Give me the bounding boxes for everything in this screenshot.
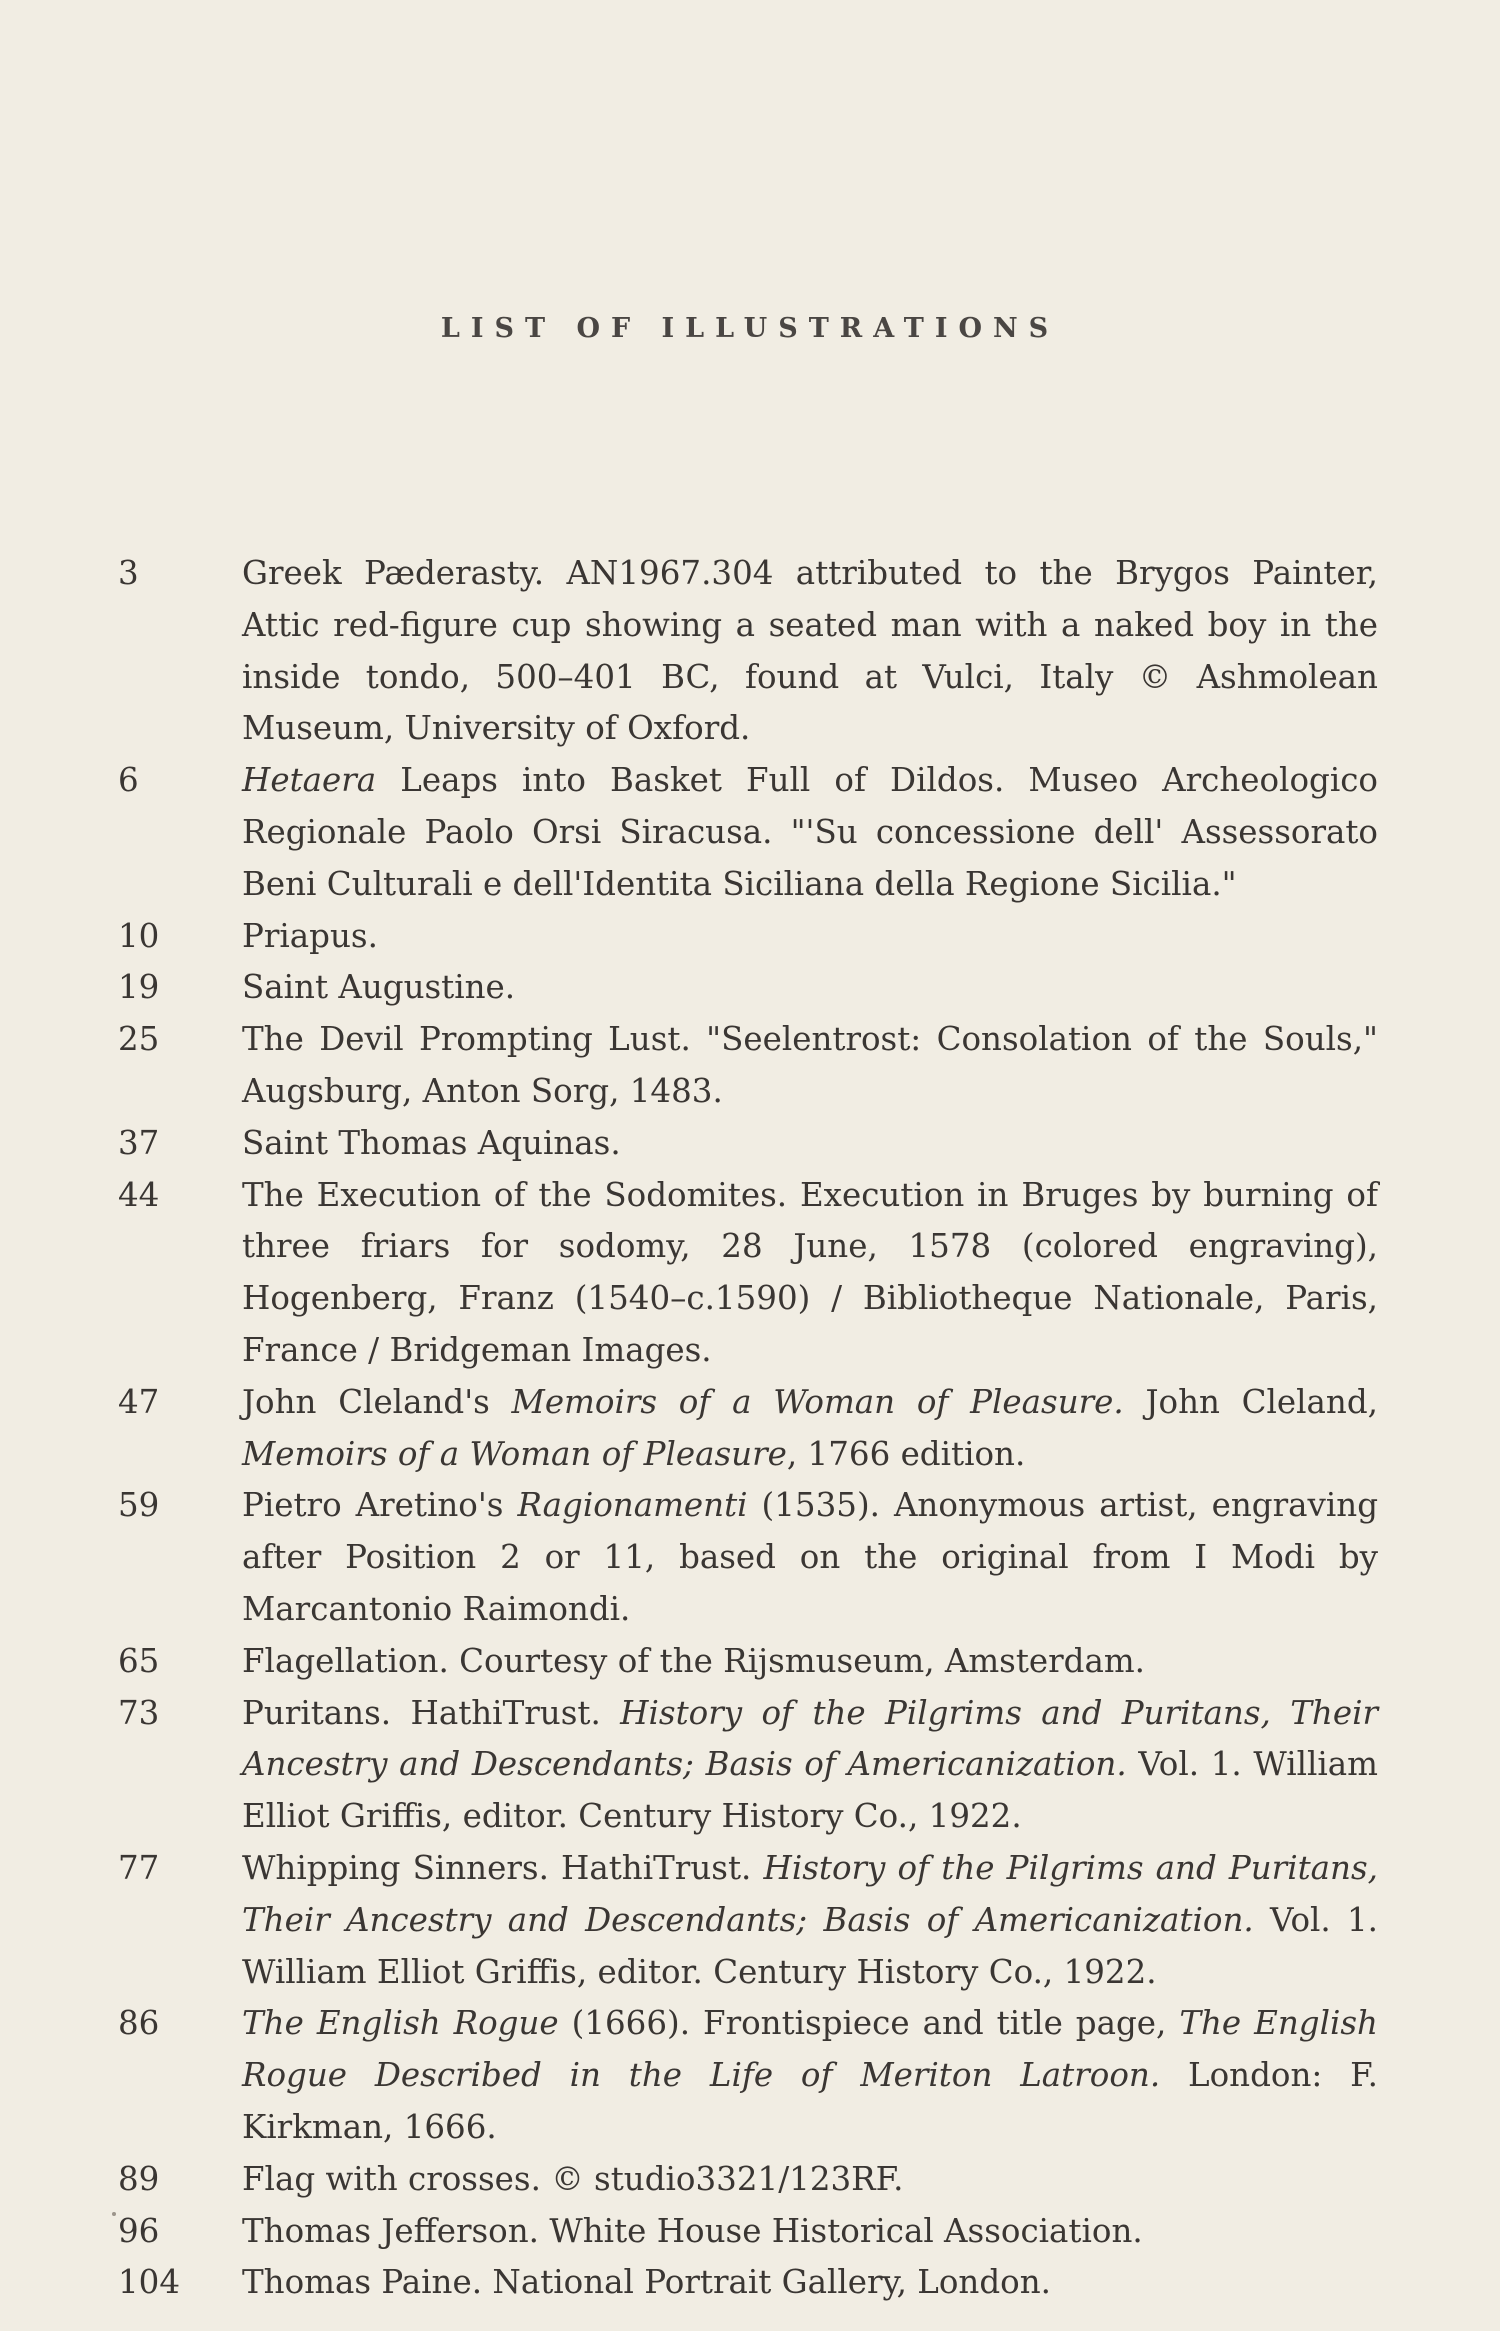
illustrations-list	[118, 548, 1378, 2309]
page-number: 65	[118, 1641, 160, 1680]
list-item	[118, 548, 1378, 755]
page-number: 44	[118, 1175, 160, 1214]
list-item	[118, 1480, 1378, 1635]
list-item	[118, 1636, 1378, 1688]
list-item	[118, 1118, 1378, 1170]
caption: The Devil Prompting Lust. "Seelentrost: Consolation of the Souls," Augsburg, Anton Sorg, 1483.	[242, 1020, 1378, 1110]
caption: Thomas Jefferson. White House Historical Association.	[242, 2211, 1143, 2250]
caption: Greek Pæderasty. AN1967.304 attributed to the Brygos Painter, Attic red-figure cup showing a seated man with a naked boy in the inside tondo, 500–401 BC, found at Vulci, Italy © Ashmolean Museum, University of Oxford.	[242, 554, 1378, 748]
caption: Whipping Sinners. HathiTrust. History of the Pilgrims and Puritans, Their Ancestry and Descendants; Basis of Americanization. Vol. 1. William Elliot Griffis, editor. Century History Co., 1922.	[242, 1848, 1378, 1991]
ink-speck	[112, 2212, 116, 2216]
caption: Flag with crosses. © studio3321/123RF.	[242, 2159, 904, 2198]
list-item	[118, 1170, 1378, 1377]
page-number: 3	[118, 554, 139, 592]
page-number: 77	[118, 1848, 160, 1887]
page-number: 19	[118, 968, 160, 1007]
page-number: 104	[118, 2263, 181, 2302]
page-number: 25	[118, 1020, 160, 1059]
list-item	[118, 1998, 1378, 2153]
list-item	[118, 2154, 1378, 2206]
caption: Saint Augustine.	[242, 968, 516, 1007]
list-item	[118, 1843, 1378, 1998]
list-item	[118, 1688, 1378, 1843]
list-item	[118, 2206, 1378, 2258]
page-number: 6	[118, 761, 139, 800]
page-number: 86	[118, 2004, 160, 2043]
list-item	[118, 2257, 1378, 2309]
caption: The English Rogue (1666). Frontispiece and title page, The English Rogue Described in the Life of Meriton Latroon. London: F. Kirkman, 1666.	[242, 2004, 1379, 2146]
list-item	[118, 1014, 1378, 1118]
caption: Puritans. HathiTrust. History of the Pilgrims and Puritans, Their Ancestry and Descendants; Basis of Americanization. Vol. 1. William Elliot Griffis, editor. Century History Co., 1922.	[242, 1693, 1379, 1836]
caption: Priapus.	[242, 916, 378, 955]
caption: Hetaera Leaps into Basket Full of Dildos. Museo Archeologico Regionale Paolo Orsi Siracusa. "'Su concessione dell' Assessorato Beni Culturali e dell'Identita Siciliana della Regione Sicilia."	[242, 761, 1378, 903]
caption: Saint Thomas Aquinas.	[242, 1123, 621, 1162]
list-item	[118, 911, 1378, 963]
page-number: 47	[118, 1382, 160, 1421]
page-number: 73	[118, 1693, 160, 1732]
caption: Flagellation. Courtesy of the Rijsmuseum, Amsterdam.	[242, 1641, 1146, 1680]
caption: The Execution of the Sodomites. Execution in Bruges by burning of three friars for sodomy, 28 June, 1578 (colored engraving), Hogenberg, Franz (1540–c.1590) / Bibliotheque Nationale, Paris, France / Bridgeman Images.	[242, 1175, 1378, 1369]
list-item	[118, 1377, 1378, 1481]
caption: John Cleland's Memoirs of a Woman of Pleasure. John Cleland, Memoirs of a Woman of Pleasure, 1766 edition.	[242, 1382, 1379, 1473]
list-item	[118, 755, 1378, 910]
page-number: 37	[118, 1123, 160, 1162]
page-number: 10	[118, 916, 160, 955]
caption: Thomas Paine. National Portrait Gallery, London.	[242, 2263, 1051, 2302]
page-number: 89	[118, 2159, 160, 2198]
page-number: 59	[118, 1486, 160, 1525]
page-title: LIST OF ILLUSTRATIONS	[440, 313, 1060, 344]
list-item	[118, 962, 1378, 1014]
page-number: 96	[118, 2211, 160, 2250]
caption: Pietro Aretino's Ragionamenti (1535). Anonymous artist, engraving after Position 2 or 11, based on the original from I Modi by Marcantonio Raimondi.	[242, 1486, 1378, 1628]
